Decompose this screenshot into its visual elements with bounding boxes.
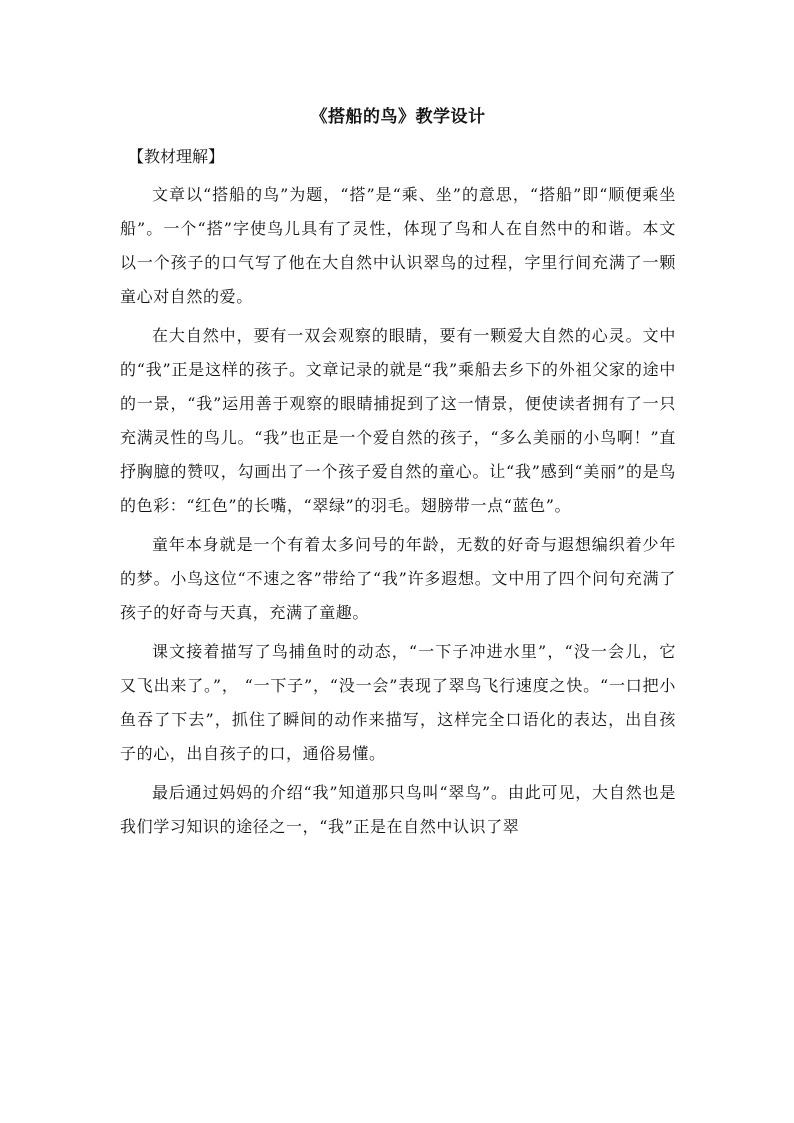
paragraph-1: 文章以“搭船的鸟”为题，“搭”是“乘、坐”的意思，“搭船”即“顺便乘坐船”。一个“搭”字使鸟儿具有了灵性，体现了鸟和人在自然中的和谐。本文以一个孩子的口气写了他在大自然中认识翠鸟的过程，字里行间充满了一颗童心对自然的爱。 xyxy=(120,185,676,306)
paragraph-2: 在大自然中，要有一双会观察的眼睛，要有一颗爱大自然的心灵。文中的“我”正是这样的孩子。文章记录的就是“我”乘船去乡下的外祖父家的途中的一景，“我”运用善于观察的眼睛捕捉到了这一情景，便使读者拥有了一只充满灵性的鸟儿。“我”也正是一个爱自然的孩子，“多么美丽的小鸟啊！”直抒胸臆的赞叹，勾画出了一个孩子爱自然的童心。让“我”感到“美丽”的是鸟的色彩：“红色”的长嘴，“翠绿”的羽毛。翅膀带一点“蓝色”。 xyxy=(120,326,676,515)
section-heading: 【教材理解】 xyxy=(128,147,225,166)
paragraph-3: 童年本身就是一个有着太多问号的年龄，无数的好奇与遐想编织着少年的梦。小鸟这位“不速之客”带给了“我”许多遐想。文中用了四个问句充满了孩子的好奇与天真，充满了童趣。 xyxy=(120,535,676,622)
document-title: 《搭船的鸟》教学设计 xyxy=(310,107,486,127)
paragraph-5: 最后通过妈妈的介绍“我”知道那只鸟叫“翠鸟”。由此可见，大自然也是我们学习知识的途径之一，“我”正是在自然中认识了翠 xyxy=(120,783,676,836)
paragraph-4: 课文接着描写了鸟捕鱼时的动态，“一下子冲进水里”，“没一会儿，它又飞出来了。”， “一下子”，“没一会”表现了翠鸟飞行速度之快。“一口把小鱼吞了下去”，抓住了瞬间的动作来描写，这样完全口语化的表达，出自孩子的心，出自孩子的口，通俗易懂。 xyxy=(120,642,676,763)
document-page xyxy=(120,102,676,849)
